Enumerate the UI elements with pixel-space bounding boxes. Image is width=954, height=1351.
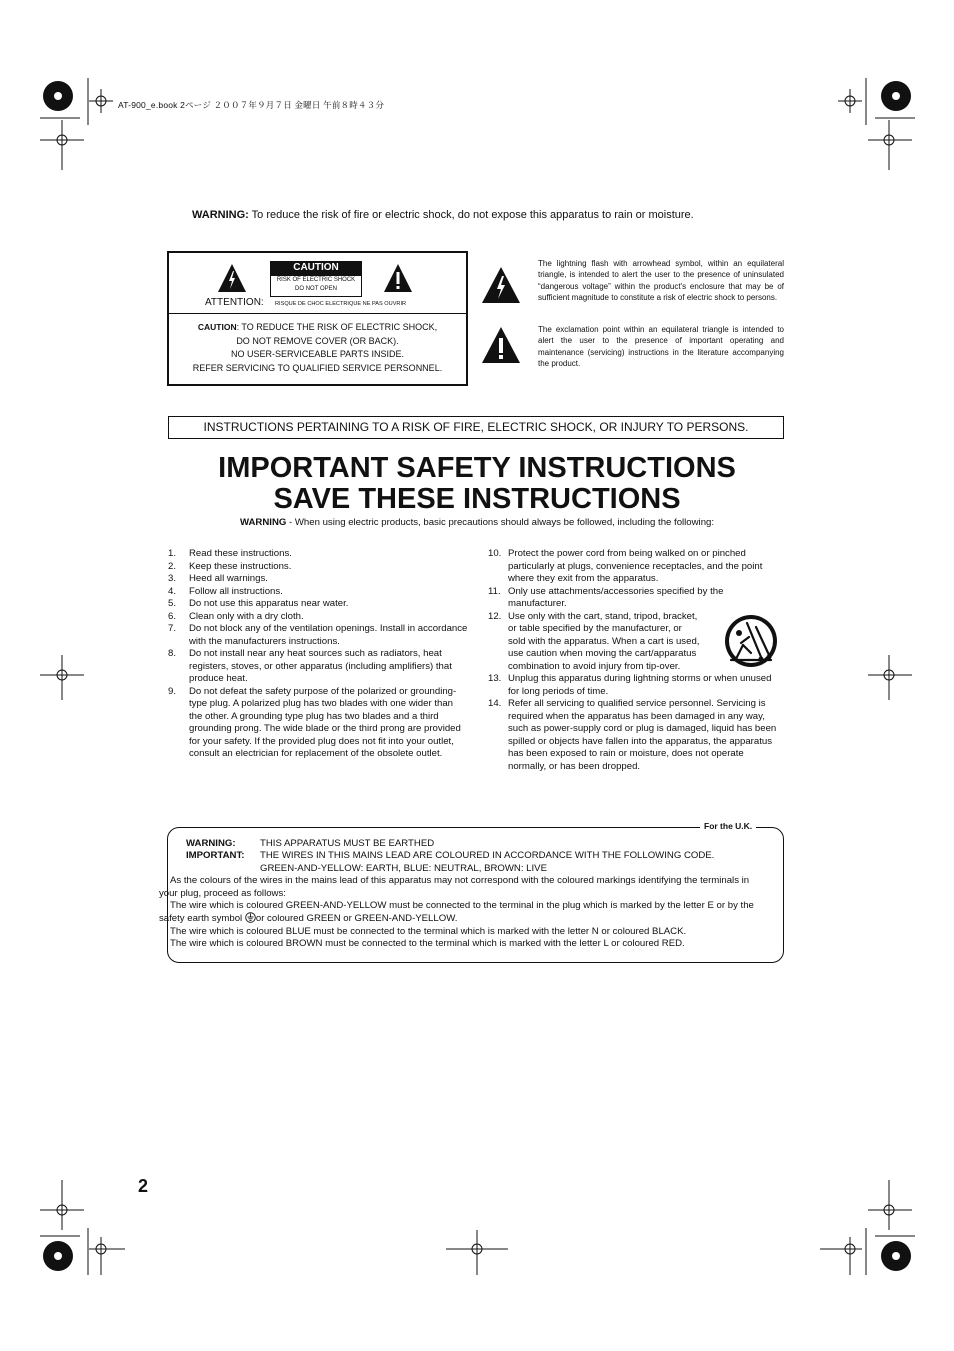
uk-color-codes: GREEN-AND-YELLOW: EARTH, BLUE: NEUTRAL, BROWN: LIVE	[260, 862, 547, 874]
top-warning-text: To reduce the risk of fire or electric shock, do not expose this apparatus to rain or moisture.	[248, 209, 694, 221]
caution-line-4: REFER SERVICING TO QUALIFIED SERVICE PERSONNEL.	[192, 363, 443, 374]
exclamation-triangle-icon	[383, 263, 413, 293]
list-item-text: Do not install near any heat sources such as radiators, heat registers, stoves, or other apparatus (including amplifiers) that produce heat.	[189, 648, 452, 684]
list-item-text: Do not defeat the safety purpose of the polarized or grounding-type plug. A polarized plug has two blades with one wider than the other. A grounding type plug has two blades and a third grounding prong. The wide blade or the third prong are provided for your safety. If the provided plug does not fit into your outlet, consult an electrician for replacement of the obsolete outlet.	[189, 685, 461, 759]
warning-subtitle	[0, 517, 954, 528]
list-item-number: 9.	[168, 685, 177, 697]
instructions-list-left	[168, 548, 468, 761]
uk-paragraph-2b: or coloured GREEN or GREEN-AND-YELLOW.	[255, 913, 458, 925]
list-item-text: Unplug this apparatus during lightning storms or when unused for long periods of time.	[508, 673, 772, 697]
uk-warning-label: WARNING:	[186, 838, 236, 849]
risk-line-1: RISK OF ELECTRIC SHOCK	[276, 277, 356, 283]
top-warning	[192, 209, 694, 221]
list-item-number: 1.	[168, 548, 177, 559]
list-item-number: 3.	[168, 573, 177, 584]
uk-tag: For the U.K.	[700, 821, 756, 831]
list-item-text: Only use attachments/accessories specified by the manufacturer.	[508, 585, 724, 609]
list-item-text: Refer all servicing to qualified service personnel. Servicing is required when the apparatus has been damaged in any way, such as power-supply cord or plug is damaged, liquid has been spilled or objects have fallen into the apparatus, the apparatus has been exposed to rain or moisture, does not operate normally, or has been dropped.	[508, 698, 777, 772]
list-item	[168, 686, 468, 761]
page-number: 2	[138, 1176, 149, 1196]
uk-important-row	[186, 850, 764, 862]
instructions-bar: INSTRUCTIONS PERTAINING TO A RISK OF FIRE, ELECTRIC SHOCK, OR INJURY TO PERSONS.	[168, 416, 784, 439]
caution-box	[167, 251, 468, 386]
exclamation-symbol-icon	[481, 326, 521, 364]
warning-sub-label: WARNING	[239, 517, 287, 528]
caution-line-2: DO NOT REMOVE COVER (OR BACK).	[236, 335, 399, 346]
list-item	[168, 623, 468, 648]
list-item-number: 13.	[488, 673, 502, 684]
list-item-text: Use only with the cart, stand, tripod, bracket, or table specified by the manufacturer, or sold with the apparatus. When a cart is used, use caution when moving the cart/apparatus combination to avoid injury from tip-over.	[508, 610, 700, 672]
list-item-number: 6.	[168, 610, 177, 622]
list-item-text: Keep these instructions.	[189, 560, 292, 572]
uk-paragraph-2	[159, 900, 764, 926]
list-item-number: 12.	[488, 610, 502, 622]
safety-earth-icon	[245, 912, 256, 923]
list-item	[488, 673, 782, 698]
uk-important-label: IMPORTANT:	[186, 850, 245, 862]
list-item-number: 8.	[168, 648, 177, 659]
print-header: AT-900_e.book 2ページ ２００７年９月７日 金曜日 午前８時４３分	[118, 100, 385, 110]
list-item-number: 14.	[488, 698, 502, 709]
uk-important-text: THE WIRES IN THIS MAINS LEAD ARE COLOURED IN ACCORDANCE WITH THE FOLLOWING CODE.	[260, 850, 715, 862]
list-item-number: 2.	[168, 560, 177, 572]
list-item-text: Protect the power cord from being walked on or pinched particularly at plugs, convenience receptacles, and the point where they exit from the apparatus.	[508, 548, 763, 584]
lightning-explanation: The lightning flash with arrowhead symbol, within an equilateral triangle, is intended to alert the user to the presence of uninsulated “dangerous voltage” within the product's enclosure that may be of sufficient magnitude to constitute a risk of electric shock to persons.	[538, 259, 784, 302]
list-item	[168, 561, 468, 574]
list-item-text: Read these instructions.	[189, 548, 292, 559]
list-item-number: 11.	[488, 585, 501, 597]
caution-line-3: NO USER-SERVICEABLE PARTS INSIDE.	[230, 349, 405, 360]
uk-paragraph-3: The wire which is coloured BLUE must be connected to the terminal which is marked with the letter N or coloured BLACK.	[170, 925, 687, 937]
list-item-number: 7.	[168, 623, 177, 634]
caution-label: CAUTION	[270, 261, 362, 275]
list-item	[488, 586, 782, 611]
lightning-triangle-icon	[217, 263, 247, 293]
uk-paragraph-4: The wire which is coloured BROWN must be connected to the terminal which is marked with the letter L or coloured RED.	[170, 938, 685, 950]
uk-warning-row	[186, 838, 764, 850]
caution-prefix: CAUTION	[197, 322, 237, 332]
warning-sub-text: - When using electric products, basic precautions should always be followed, including the following:	[286, 517, 715, 528]
list-item	[488, 548, 782, 586]
list-item-text: Clean only with a dry cloth.	[189, 610, 304, 622]
title-line-1: IMPORTANT SAFETY INSTRUCTIONS	[218, 452, 736, 484]
attention-label: ATTENTION:	[205, 297, 264, 308]
list-item-number: 4.	[168, 585, 177, 597]
list-item-text: Heed all warnings.	[189, 573, 268, 584]
caution-box-upper	[169, 253, 466, 314]
top-warning-label: WARNING:	[192, 209, 249, 221]
list-item	[168, 586, 468, 599]
list-item	[488, 698, 782, 773]
uk-paragraph-2a: The wire which is coloured GREEN-AND-YELLOW must be connected to the terminal in the plug which is marked by the letter E or by the safety earth symbol	[159, 900, 754, 925]
list-item-text: Follow all instructions.	[189, 585, 283, 597]
caution-line-1-text: : TO REDUCE THE RISK OF ELECTRIC SHOCK,	[236, 322, 438, 332]
uk-warning-text: THIS APPARATUS MUST BE EARTHED	[260, 838, 435, 849]
risque-text: RISQUE DE CHOC ELECTRIQUE NE PAS OUVRIR	[275, 301, 407, 307]
risk-line-2: DO NOT OPEN	[295, 286, 337, 292]
list-item	[168, 548, 468, 561]
list-item	[168, 573, 468, 586]
caution-lines	[169, 321, 466, 376]
lightning-symbol-icon	[481, 266, 521, 304]
uk-paragraph-1: As the colours of the wires in the mains lead of this apparatus may not correspond with the coloured markings identifying the terminals in your plug, proceed as follows:	[159, 875, 750, 899]
list-item	[168, 648, 468, 686]
cart-tipover-warning-icon	[723, 613, 779, 669]
list-item	[168, 598, 468, 611]
list-item	[168, 611, 468, 624]
risk-of-shock-box	[270, 275, 362, 297]
list-item-number: 5.	[168, 598, 177, 609]
uk-notice-body	[159, 838, 764, 951]
title-line-2: SAVE THESE INSTRUCTIONS	[273, 483, 681, 515]
caution-line-1	[169, 321, 466, 335]
list-item-number: 10.	[488, 548, 502, 559]
list-item-text: Do not block any of the ventilation openings. Install in accordance with the manufacturers instructions.	[189, 623, 468, 647]
exclamation-explanation: The exclamation point within an equilateral triangle is intended to alert the user to the presence of important operating and maintenance (servicing) instructions in the literature accompanying the product.	[538, 325, 784, 368]
list-item-text: Do not use this apparatus near water.	[189, 598, 349, 609]
